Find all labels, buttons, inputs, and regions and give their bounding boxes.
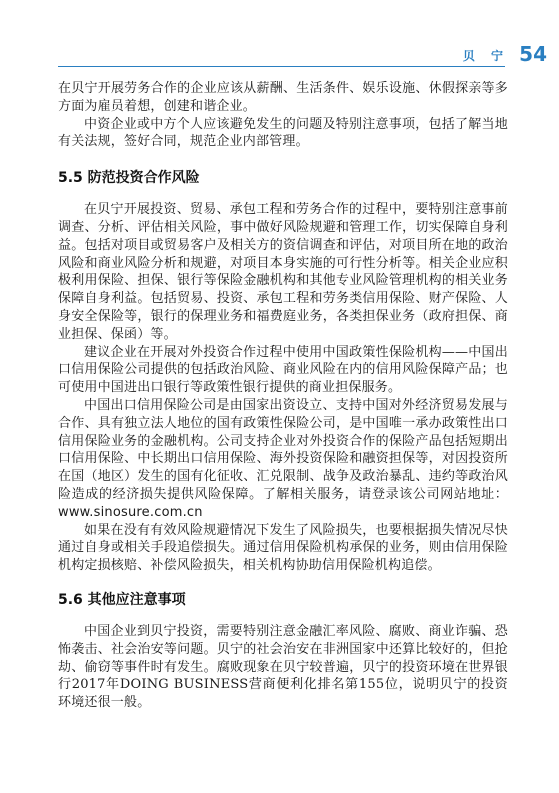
page-header <box>0 44 559 84</box>
intro-paragraph-1: 在贝宁开展劳务合作的企业应该从薪酬、生活条件、娱乐设施、休假探亲等多方面为雇员着想，创建和谐企业。 <box>58 81 508 114</box>
sinosure-website-link[interactable]: www.sinosure.com.cn <box>58 504 203 520</box>
section-heading-5-6: 5.6 其他应注意事项 <box>58 591 186 608</box>
section-heading-5-5: 5.5 防范投资合作风险 <box>58 170 200 187</box>
section-5-6-paragraph-1: 中国企业到贝宁投资，需要特别注意金融汇率风险、腐败、商业诈骗、恐怖袭击、社会治安等问题。贝宁的社会治安在非洲国家中还算比较好的，但抢劫、偷窃等事件时有发生。腐败现象在贝宁较普遍，贝宁的投资环境在世界银行2017年DOING BUSINESS营商便利化排名第155位，说明贝宁的投资环境还很一般。 <box>58 623 508 711</box>
sinosure-description: 中国出口信用保险公司是由国家出资设立、支持中国对外经济贸易发展与合作、具有独立法人地位的国有政策性保险公司，是中国唯一承办政策性出口信用保险业务的金融机构。公司支持企业对外投资合作的保险产品包括短期出口信用保险、中长期出口信用保险、海外投资保险和融资担保等，对因投资所在国（地区）发生的国有化征收、汇兑限制、战争及政治暴乱、违约等政治风险造成的经济损失提供风险保障。了解相关服务，请登录该公司网站地址： <box>58 397 508 502</box>
page-body <box>58 80 508 712</box>
header-rule <box>58 66 505 67</box>
section-5-5-final-paragraph: 如果在没有有效风险规避情况下发生了风险损失，也要根据损失情况尽快通过自身或相关手段追偿损失。通过信用保险机构承保的业务，则由信用保险机构定损核赔、补偿风险损失，相关机构协助信用保险机构追偿。 <box>58 522 508 574</box>
section-5-5-paragraph-3 <box>58 397 508 522</box>
intro-paragraph-2: 中资企业或中方个人应该避免发生的问题及特别注意事项，包括了解当地有关法规，签好合同，规范企业内部管理。 <box>58 116 508 150</box>
section-5-5-paragraph-1: 在贝宁开展投资、贸易、承包工程和劳务合作的过程中，要特别注意事前调查、分析、评估相关风险，事中做好风险规避和管理工作，切实保障自身利益。包括对项目或贸易客户及相关方的资信调查和评估，对项目所在地的政治风险和商业风险分析和规避，对项目本身实施的可行性分析等。相关企业应积极利用保险、担保、银行等保险金融机构和其他专业风险管理机构的相关业务保障自身利益。包括贸易、投资、承包工程和劳务类信用保险、财产保险、人身安全保险等，银行的保理业务和福费庭业务，各类担保业务（政府担保、商业担保、保函）等。 <box>58 202 508 342</box>
page-number: 54 <box>519 42 547 66</box>
section-5-5-paragraph-2: 建议企业在开展对外投资合作过程中使用中国政策性保险机构——中国出口信用保险公司提供的包括政治风险、商业风险在内的信用风险保障产品；也可使用中国进出口银行等政策性银行提供的商业担保服务。 <box>58 344 508 396</box>
header-title: 贝 宁 <box>462 49 509 63</box>
